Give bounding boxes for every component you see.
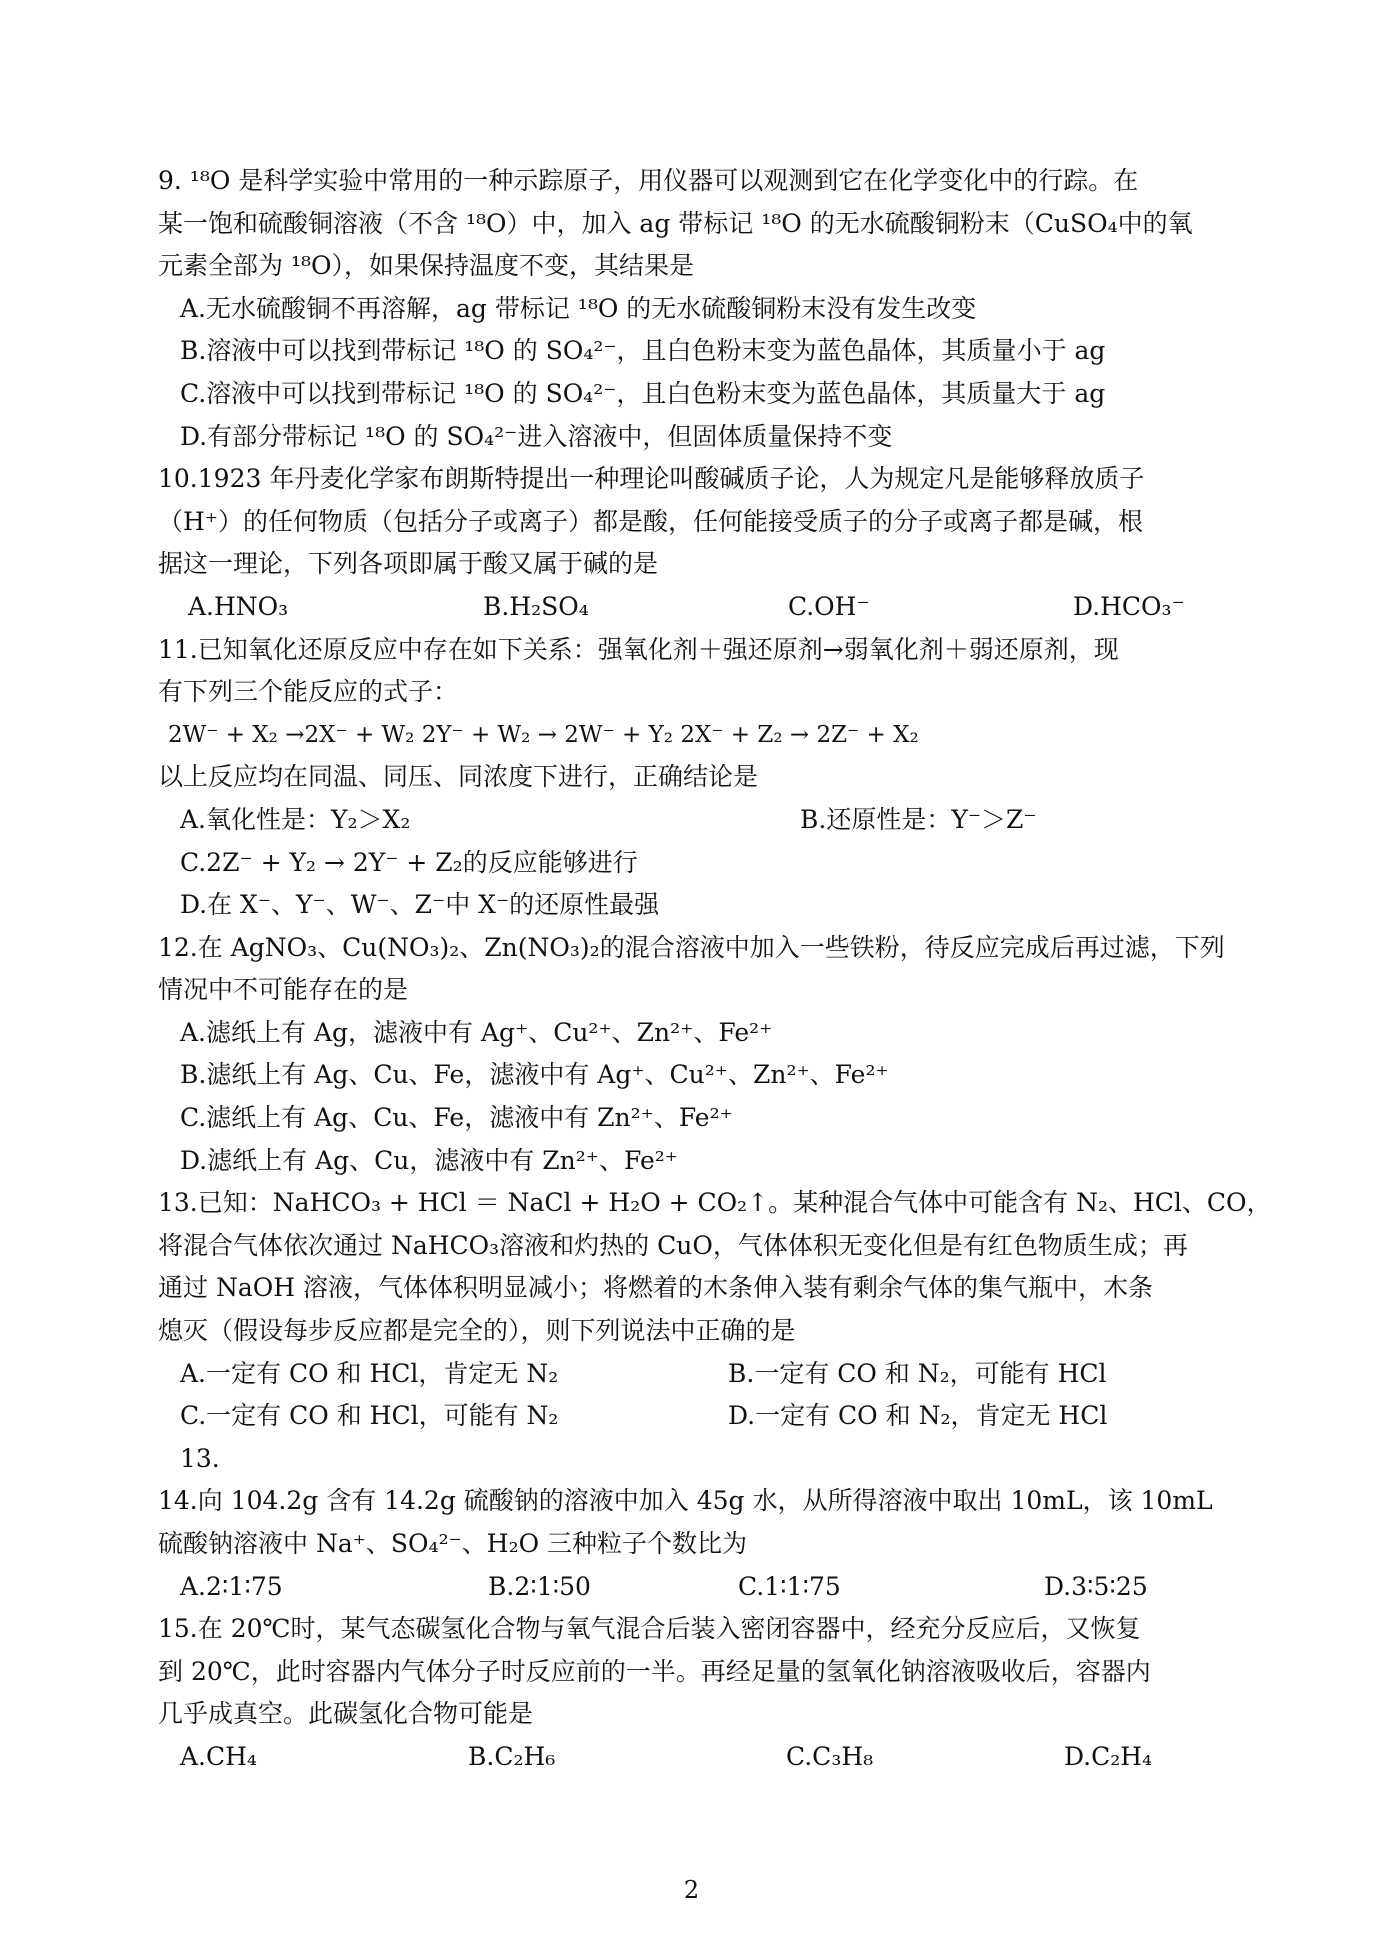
option-c: C.OH⁻: [788, 591, 870, 621]
stray-number: 13.: [180, 1443, 220, 1473]
question-text: 据这一理论，下列各项即属于酸又属于碱的是: [158, 549, 659, 579]
option-b: B.滤纸上有 Ag、Cu、Fe，滤液中有 Ag⁺、Cu²⁺、Zn²⁺、Fe²⁺: [180, 1060, 889, 1090]
question-10: [158, 458, 1238, 628]
options-row: [158, 1395, 1238, 1438]
option-a: A.滤纸上有 Ag，滤液中有 Ag⁺、Cu²⁺、Zn²⁺、Fe²⁺: [180, 1017, 773, 1047]
question-text: 11.已知氧化还原反应中存在如下关系：强氧化剂＋强还原剂→弱氧化剂＋弱还原剂，现: [158, 634, 1119, 664]
options-row: [158, 586, 1238, 629]
option-a: A.2∶1∶75: [180, 1571, 283, 1601]
question-text: 有下列三个能反应的式子：: [158, 677, 459, 707]
question-11: [158, 629, 1238, 927]
question-text: 元素全部为 ¹⁸O），如果保持温度不变，其结果是: [158, 251, 694, 281]
question-text: 10.1923 年丹麦化学家布朗斯特提出一种理论叫酸碱质子论，人为规定凡是能够释放质子: [158, 464, 1145, 494]
question-text: 到 20℃，此时容器内气体分子时反应前的一半。再经足量的氢氧化钠溶液吸收后，容器内: [158, 1656, 1151, 1686]
question-text: 硫酸钠溶液中 Na⁺、SO₄²⁻、H₂O 三种粒子个数比为: [158, 1529, 748, 1558]
question-12: [158, 927, 1238, 1183]
option-b: B.H₂SO₄: [483, 591, 589, 621]
question-14: [158, 1480, 1238, 1608]
question-text: 14.向 104.2g 含有 14.2g 硫酸钠的溶液中加入 45g 水，从所得溶液中取出 10mL，该 10mL: [158, 1486, 1213, 1516]
option-d: D.HCO₃⁻: [1073, 591, 1185, 621]
option-d: D.在 X⁻、Y⁻、W⁻、Z⁻中 X⁻的还原性最强: [180, 890, 660, 920]
option-b: B.溶液中可以找到带标记 ¹⁸O 的 SO₄²⁻，且白色粉末变为蓝色晶体，其质量小于 ag: [180, 336, 1106, 366]
option-d: D.C₂H₄: [1064, 1741, 1153, 1771]
question-list: [158, 160, 1272, 1779]
option-d: D.一定有 CO 和 N₂，肯定无 HCl: [728, 1401, 1108, 1431]
option-a: A.HNO₃: [188, 591, 289, 621]
page-number: 2: [683, 1876, 700, 1904]
option-c: C.2Z⁻ + Y₂ → 2Y⁻ + Z₂的反应能够进行: [180, 847, 638, 877]
option-c: C.1∶1∶75: [738, 1571, 841, 1601]
question-text: 13.已知：NaHCO₃ + HCl ＝ NaCl + H₂O + CO₂↑。某种混合气体中可能含有 N₂、HCl、CO，: [158, 1188, 1272, 1218]
option-b: B.一定有 CO 和 N₂，可能有 HCl: [728, 1358, 1107, 1388]
option-a: A.无水硫酸铜不再溶解，ag 带标记 ¹⁸O 的无水硫酸铜粉末没有发生改变: [180, 293, 977, 323]
question-text: 9. ¹⁸O 是科学实验中常用的一种示踪原子，用仪器可以观测到它在化学变化中的行踪。在: [158, 166, 1139, 195]
option-d: D.有部分带标记 ¹⁸O 的 SO₄²⁻进入溶液中，但固体质量保持不变: [180, 421, 893, 451]
options-row: [158, 1566, 1238, 1609]
question-text: （H⁺）的任何物质（包括分子或离子）都是酸，任何能接受质子的分子或离子都是碱，根: [158, 506, 1144, 536]
question-9: [158, 160, 1238, 458]
option-a: A.CH₄: [180, 1741, 257, 1771]
option-d: D.3∶5∶25: [1044, 1571, 1148, 1601]
option-a: A.氧化性是：Y₂＞X₂: [180, 804, 411, 834]
question-text: 通过 NaOH 溶液，气体体积明显减小；将燃着的木条伸入装有剩余气体的集气瓶中，木条: [158, 1273, 1153, 1303]
option-c: C.C₃H₈: [786, 1741, 874, 1771]
option-b: B.2∶1∶50: [488, 1571, 591, 1601]
option-d: D.滤纸上有 Ag、Cu，滤液中有 Zn²⁺、Fe²⁺: [180, 1145, 678, 1175]
question-text: 熄灭（假设每步反应都是完全的），则下列说法中正确的是: [158, 1316, 796, 1346]
option-c: C.一定有 CO 和 HCl，可能有 N₂: [180, 1401, 559, 1431]
options-row: [158, 1736, 1238, 1779]
question-text: 以上反应均在同温、同压、同浓度下进行，正确结论是: [158, 762, 759, 792]
question-15: [158, 1608, 1238, 1778]
reaction-equations: 2W⁻ + X₂ →2X⁻ + W₂ 2Y⁻ + W₂ → 2W⁻ + Y₂ 2X⁻ + Z₂ → 2Z⁻ + X₂: [168, 721, 919, 748]
option-b: B.C₂H₆: [468, 1741, 556, 1771]
question-text: 12.在 AgNO₃、Cu(NO₃)₂、Zn(NO₃)₂的混合溶液中加入一些铁粉，待反应完成后再过滤，下列: [158, 932, 1225, 962]
option-c: C.溶液中可以找到带标记 ¹⁸O 的 SO₄²⁻，且白色粉末变为蓝色晶体，其质量大于 ag: [180, 378, 1106, 408]
question-text: 几乎成真空。此碳氢化合物可能是: [158, 1699, 534, 1729]
question-13: [158, 1182, 1272, 1480]
options-row: [158, 1353, 1238, 1396]
question-text: 将混合气体依次通过 NaHCO₃溶液和灼热的 CuO，气体体积无变化但是有红色物质生成；再: [158, 1230, 1188, 1260]
question-text: 15.在 20℃时，某气态碳氢化合物与氧气混合后装入密闭容器中，经充分反应后，又恢复: [158, 1614, 1141, 1644]
options-row: [158, 799, 1238, 842]
option-a: A.一定有 CO 和 HCl，肯定无 N₂: [180, 1358, 559, 1388]
option-b: B.还原性是：Y⁻＞Z⁻: [800, 804, 1037, 834]
question-text: 情况中不可能存在的是: [158, 975, 409, 1005]
option-c: C.滤纸上有 Ag、Cu、Fe，滤液中有 Zn²⁺、Fe²⁺: [180, 1103, 733, 1133]
question-text: 某一饱和硫酸铜溶液（不含 ¹⁸O）中，加入 ag 带标记 ¹⁸O 的无水硫酸铜粉末（CuSO₄中的氧: [158, 208, 1193, 238]
